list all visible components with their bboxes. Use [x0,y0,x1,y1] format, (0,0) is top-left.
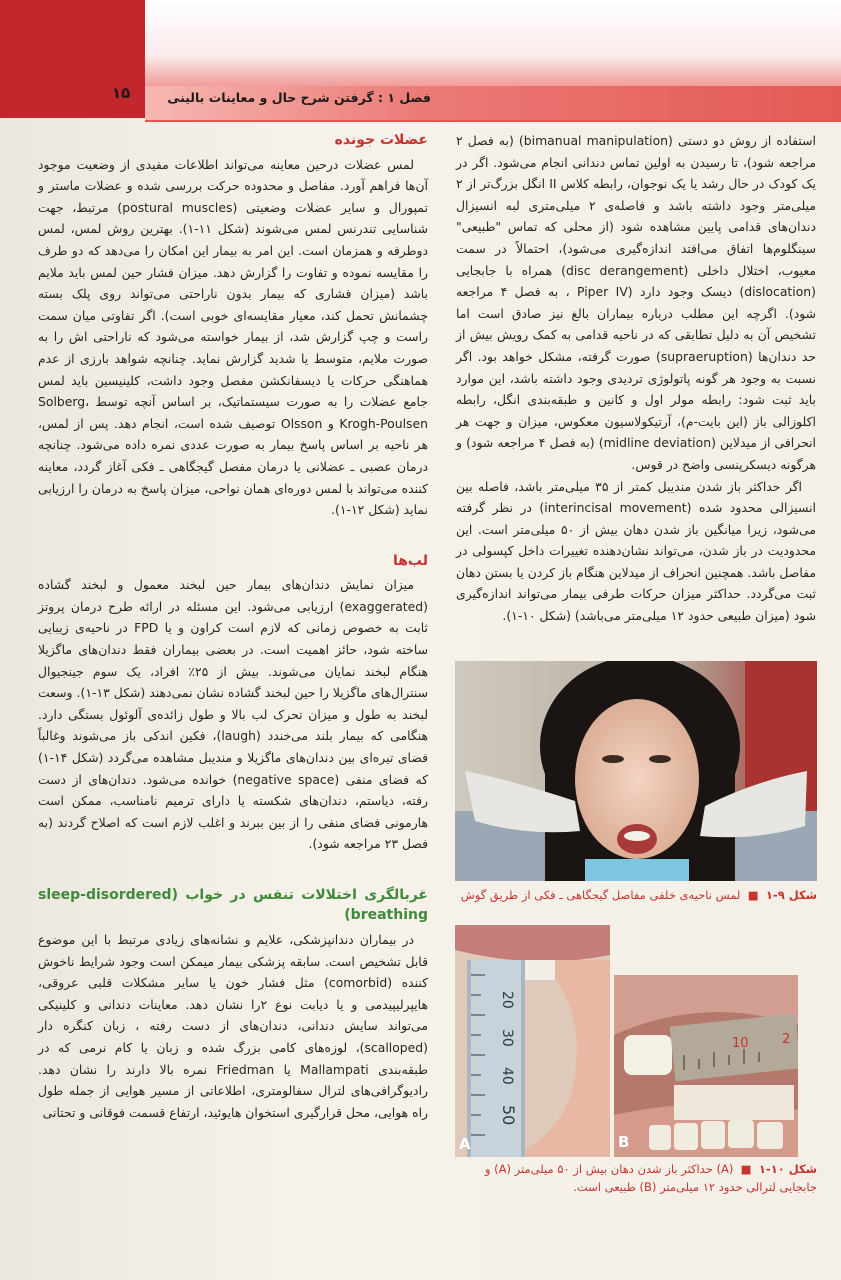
heading-sleep-breathing: غربالگری اختلالات تنفس در خواب (sleep-disordered breathing) [38,887,428,923]
chapter-title: فصل ۱ : گرفتن شرح حال و معاینات بالینی [167,90,431,105]
paragraph-muscles: لمس عضلات درحین معاینه می‌تواند اطلاعات مفیدی از وضعیت موجود آن‌ها فراهم آورد. مفاصل و محدوده حرکت بررسی شده و عضلات ماستر و تمپورال و سایر عضلات وضعیتی (postural muscles) مرتبط، جهت شناسایی تندرنس لمس می‌شوند (شکل ۱۱-۱). بهترین روش لمس، لمس دوطرفه و همزمان است. این امر به بیمار این امکان را می‌دهد که دو طرف را مقایسه نموده و تفاوت را گزارش دهد. میزان فشار حین لمس باید ملایم باشد (میزان فشاری که بیمار بدون ناراحتی می‌تواند روی پلک بسته چشمانش تحمل کند، معیار مقایسه‌ای خوبی است). اگر تفاوتی میان سمت راست و چپ گزارش شد، از بیمار خواسته می‌شود که ناراحتی اش را به صورت ملایم، متوسط یا شدید گزارش نماید. چنانچه شواهد بارزی از عدم هماهنگی حرکات یا دیسفانکشن مفصل وجود داشت، کلینیسین باید لمس جامع عضلات را به صورت سیستماتیک، بر اساس آنچه توسط Solberg، Krogh-Poulsen و Olsson توصیف شده است، انجام دهد. پس از لمس، هر ناحیه بر اساس پاسخ بیمار به صورت عددی نمره داده می‌شود. چنانچه درمان عصبی ـ عضلانی یا درمان مفصل گیجگاهی ـ فکی آغاز گردد، معاینه کننده می‌تواند با لمس دوره‌ای همان نواحی، میزان پاسخ به درمان را ارزیابی نماید (شکل ۱۲-۱). [38,156,428,518]
ruler-mark-40: 40 [499,1067,515,1085]
lateral-excursion-image [614,975,798,1157]
caption-square-icon: ■ [744,888,763,902]
right-column [456,130,816,627]
ruler-b-mark-2: 2 [782,1032,791,1047]
caption-label-1-9: شکل ۹-۱ [765,888,817,902]
ruler-mouth-opening-image [455,925,610,1157]
paragraph-lips: میزان نمایش دندان‌های بیمار حین لبخند معمول و لبخند گشاده (exaggerated) ارزیابی می‌شود. این مسئله در ارائه طرح درمان پروتز ثابت به خصوص زمانی که لازم است کراون و یا FPD در ناحیه‌ی زیبایی ساخته شود، حائز اهمیت است. در بعضی بیماران فقط دندان‌های ماگزیلا هنگام لبخند نمایان می‌شوند. بیش از ۲۵٪ افراد، یک سوم جینجیوال سنترال‌های ماگزیلا را حین لبخند گشاده نشان نمی‌دهند (شکل ۱۳-۱). وسعت لبخند به طول و میزان تحرک لب بالا و طول زائده‌ی آلوئول بستگی دارد. هنگامی که بیمار بلند می‌خندد (laugh)، فکین اندکی باز می‌شوند وغالباً فضای تیره‌ای بین دندان‌های ماگزیلا و مندیبل مشاهده می‌گردد (شکل ۱۴-۱) که فضای منفی (negative space) خوانده می‌شود. دندان‌های از دست رفته، دیاستم، دندان‌های شکسته یا دارای ترمیم نامناسب، ممکن است هارمونی فضای منفی را از بین ببرند و اغلب لازم است که اصلاح گردند (به فصل ۲۳ مراجعه شود). [38,577,428,852]
panel-label-b: B [618,1133,630,1151]
caption-text-1-10: (A) حداکثر باز شدن دهان بیش از ۵۰ میلی‌متر (A) و جابجایی لترالی حدود ۱۲ میلی‌متر (B) طبیعی است. [484,1162,817,1194]
paragraph-sleep-breathing: در بیماران دندانپزشکی، علایم و نشانه‌های زیادی مرتبط با این موضوع قابل تشخیص است. سابقه پزشکی بیمار میمکن است وجود شرایط ناخوش کننده (comorbid) مثل فشار خون یا سایر مشکلات قلبی عروقی، هایپرلیپیدمی و یا دیابت نوع ۲را نشان دهد. معاینات دندانی و کلینیکی می‌تواند سایش دندانی، دندان‌های از دست رفته ، زبان کنگره دار (scalloped)، لوزه‌های کامی بزرگ شده و زبان یا کام نرمی که در طبقه‌بندی Mallampati یا Friedman نمره بالا دارند را نشان دهد. رادیوگرافی‌های لترال سفالومتری، اطلاعاتی از مسیر هوایی از جمله طول راه هوایی، محل قرارگیری استخوان هایوئید، ارتفاع قسمت فوقانی و تحتانی [38,932,428,1120]
figure-1-10-panel-a [455,925,610,1157]
ruler-mark-50: 50 [499,1105,518,1126]
caption-label-1-10: شکل ۱۰-۱ [758,1162,817,1176]
figure-1-10-panel-b [614,975,798,1157]
figure-1-9-caption [455,886,817,904]
caption-square-icon: ■ [737,1162,756,1176]
heading-muscles: عضلات جونده [334,132,428,148]
page-header [0,0,841,122]
page-number: ۱۵ [112,84,131,102]
figure-1-10-caption [455,1160,817,1196]
left-column [38,130,428,1123]
ruler-b-mark-10: 10 [732,1036,749,1051]
paragraph-occlusion: استفاده از روش دو دستی (bimanual manipulation) (به فصل ۲ مراجعه شود)، تا رسیدن به اولین تماس دندانی انجام می‌شود. اگر در یک کودک در حال رشد یا یک نوجوان، رابطه کلاس II انگل بزرگ‌تر از ۲ میلی‌متر وجود داشته باشد و فاصله‌ی ۲ میلی‌متری لبه انسیزال دندان‌های قدامی پایین مشاهده شود (از محلی که تماس "طبیعی" سینگلوم‌ها اتفاق می‌افتد اندازه‌گیری می‌شود)، احتمالاً در سمت معیوب، اختلال داخلی (disc derangement) همراه با جابجایی (dislocation) دیسک وجود دارد (Piper IV ، به فصل ۴ مراجعه شود). اگرچه این مطلب درباره بیماران بالغ نیز صادق است اما تشخیص آن به دلیل تطابقی که در ناحیه قدامی به کمک رویش بیش از حد دندان‌ها (supraeruption) صورت گرفته، مشکل خواهد بود. اگر نسبت به وجود هر گونه پاتولوژی تردیدی وجود داشته باشد، این موارد باید ثبت شود: رابطه مولر اول و کانین و طبقه‌بندی انگل، رابطه اکلوزالی باز (این بایت-م)، آرتیکولاسیون معکوس، میزان و جهت هر انحرافی از میدلاین (midline deviation) (به فصل ۴ مراجعه شود) و هرگونه دیسکرپنسی واضح در قوس. [456,133,817,472]
panel-label-a: A [459,1135,471,1153]
ruler-mark-30: 30 [499,1029,515,1047]
figure-1-9-photo [455,661,817,881]
caption-text-1-9: لمس ناحیه‌ی خلفی مفاصل گیجگاهی ـ فکی از طریق گوش [460,888,741,902]
patient-ear-palpation-image [455,661,817,881]
paragraph-mouth-opening: اگر حداکثر باز شدن مندیبل کمتر از ۳۵ میلی‌متر باشد، فاصله بین انسیزالی محدود شده (interincisal movement) در نظر گرفته می‌شود، زیرا میانگین باز شدن دهان بیش از ۵۰ میلی‌متر است. این محدودیت در باز شدن، می‌تواند نشان‌دهنده تغییرات داخل کپسولی در مفاصل باشد. همچنین انحراف از میدلاین هنگام باز کردن یا بستن دهان ثبت می‌گردد. حداکثر میزان حرکات طرفی بیمار می‌تواند اندازه‌گیری شود (میزان طبیعی حدود ۱۲ میلی‌متر می‌باشد) (شکل ۱۰-۱). [456,478,816,624]
ruler-mark-20: 20 [499,991,515,1009]
heading-lips: لب‌ها [392,552,428,569]
